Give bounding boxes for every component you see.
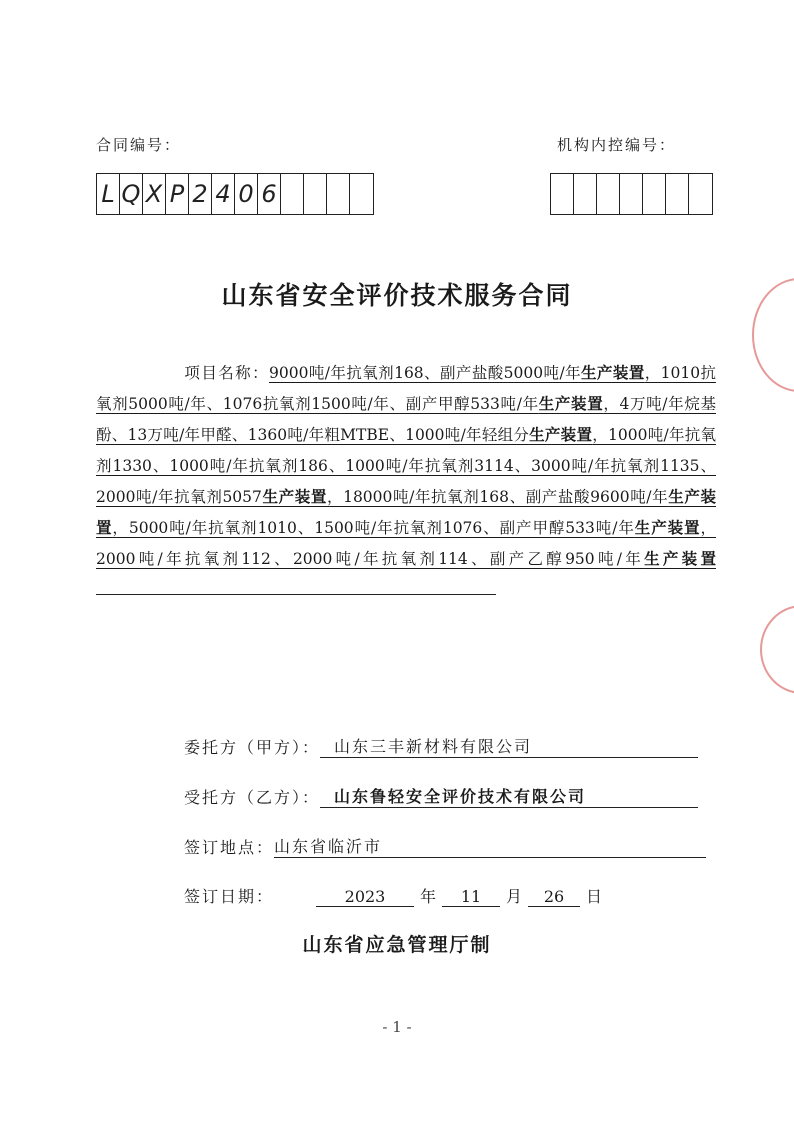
contract-no-cell: X — [143, 174, 166, 214]
internal-no-cell — [689, 174, 712, 214]
internal-no-label: 机构内控编号： — [557, 136, 677, 154]
party-b-label: 受托方（乙方）： — [184, 788, 321, 807]
document-title: 山东省安全评价技术服务合同 — [221, 281, 573, 310]
date-month: 11 — [442, 887, 500, 907]
place-label: 签订地点： — [184, 838, 275, 857]
internal-no-cell — [666, 174, 689, 214]
project-name-text — [96, 364, 716, 568]
contract-no-grid — [96, 173, 374, 215]
place-value: 山东省临沂市 — [274, 834, 706, 858]
project-segment: ，18000吨/年抗氧剂168、副产盐酸9600吨/年 — [326, 488, 669, 506]
issuer-text: 山东省应急管理厅制 — [302, 934, 492, 956]
date-month-unit: 月 — [506, 887, 523, 906]
date-year: 2023 — [316, 887, 414, 907]
project-keyword: 生产装置 — [644, 550, 716, 568]
internal-no-grid — [550, 173, 713, 215]
contract-no-cell: 6 — [258, 174, 281, 214]
project-name-underline — [96, 582, 496, 595]
contract-no-cell: P — [166, 174, 189, 214]
project-name-block — [96, 358, 716, 606]
internal-no-cell — [620, 174, 643, 214]
contract-no-cell — [304, 174, 327, 214]
project-segment: 9000吨/年抗氧剂168、副产盐酸5000吨/年 — [269, 364, 582, 382]
date-year-unit: 年 — [420, 887, 437, 906]
project-keyword: 生产装置 — [529, 426, 593, 444]
project-segment: ，1000吨/年抗氧剂1330、1000吨/年抗氧剂186、1000吨/年抗氧剂3114、3000吨/年抗氧剂1135、2000吨/年抗氧剂5057 — [96, 426, 716, 506]
seal-stamp-bottom — [760, 605, 794, 694]
project-segment: ，5000吨/年抗氧剂1010、1500吨/年抗氧剂1076、副产甲醇533吨/年 — [112, 519, 635, 537]
project-name-label: 项目名称： — [184, 364, 269, 382]
contract-no-cell: Q — [120, 174, 143, 214]
contract-no-cell: 2 — [189, 174, 212, 214]
project-segment: ，2000吨/年抗氧剂112、2000吨/年抗氧剂114、副产乙醇950吨/年 — [96, 519, 716, 568]
project-segment: ，4万吨/年烷基酚、13万吨/年甲醛、1360吨/年粗MTBE、1000吨/年轻组分 — [96, 395, 716, 444]
contract-no-cell — [281, 174, 304, 214]
contract-no-cell — [350, 174, 373, 214]
contract-no-cell — [327, 174, 350, 214]
internal-no-cell — [574, 174, 597, 214]
contract-no-cell: 4 — [212, 174, 235, 214]
party-b-value: 山东鲁轻安全评价技术有限公司 — [320, 784, 698, 808]
date-row — [184, 884, 608, 907]
party-a-label: 委托方（甲方）： — [184, 738, 321, 757]
project-keyword: 生产装置 — [261, 488, 327, 506]
place-row — [184, 834, 706, 858]
project-segment: ，1010抗氧剂5000吨/年、1076抗氧剂1500吨/年、副产甲醇533吨/年 — [96, 364, 716, 413]
party-a-row — [184, 734, 698, 758]
internal-no-cell — [597, 174, 620, 214]
page-number: - 1 - — [382, 1018, 412, 1036]
party-b-row — [184, 784, 698, 808]
internal-no-cell — [643, 174, 666, 214]
project-keyword: 生产装置 — [96, 488, 716, 537]
party-a-value: 山东三丰新材料有限公司 — [320, 734, 698, 758]
date-label: 签订日期： — [184, 887, 275, 906]
contract-no-cell: 0 — [235, 174, 258, 214]
project-keyword: 生产装置 — [581, 364, 645, 382]
project-keyword: 生产装置 — [634, 519, 701, 537]
date-day: 26 — [528, 887, 580, 907]
contract-no-label: 合同编号： — [96, 136, 182, 154]
contract-no-cell: L — [97, 174, 120, 214]
date-day-unit: 日 — [586, 887, 603, 906]
internal-no-cell — [551, 174, 574, 214]
project-keyword: 生产装置 — [538, 395, 604, 413]
